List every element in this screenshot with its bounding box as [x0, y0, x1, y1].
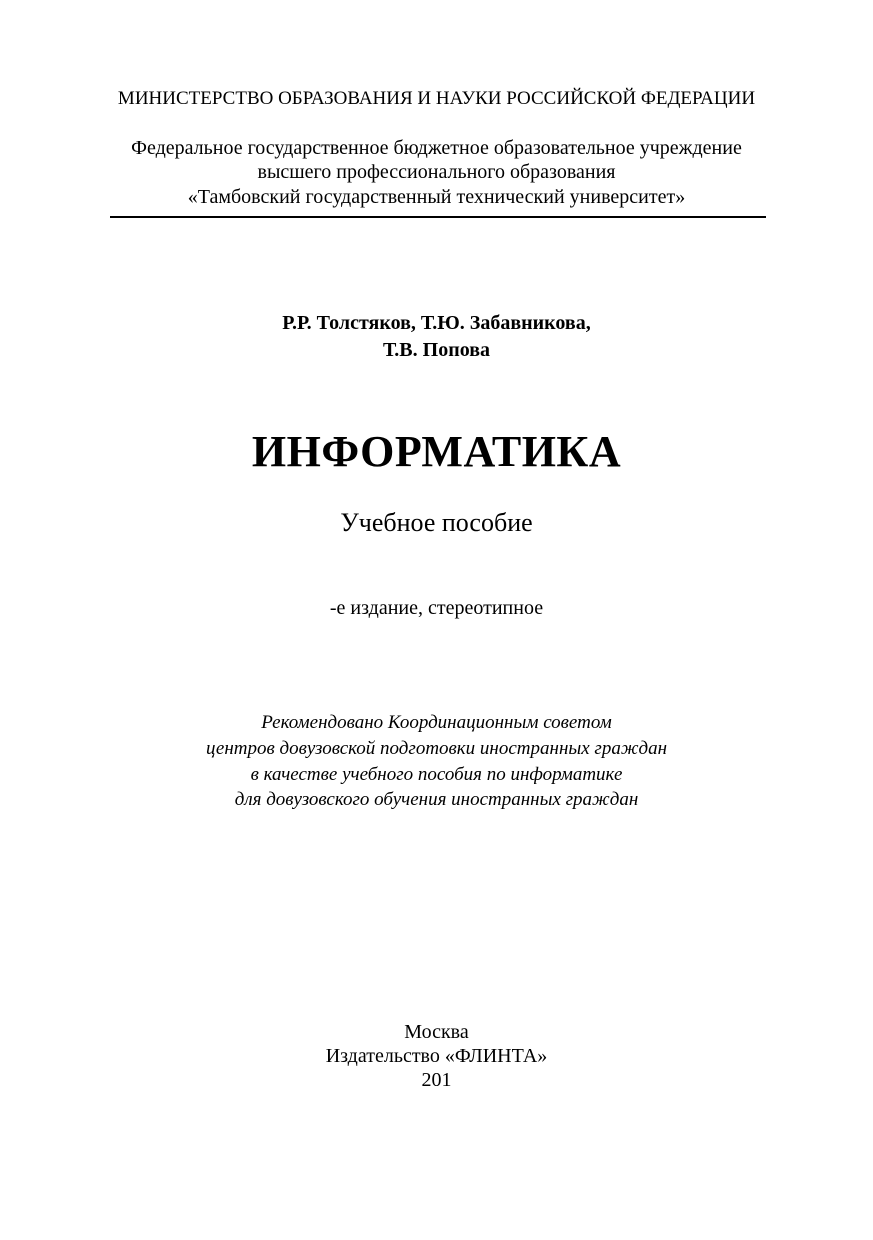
institution-line: «Тамбовский государственный технический университет»: [187, 186, 686, 208]
authors-line: Т.В. Попова: [382, 339, 491, 361]
ministry-heading: МИНИСТЕРСТВО ОБРАЗОВАНИЯ И НАУКИ РОССИЙСКОЙ ФЕДЕРАЦИИ: [117, 88, 756, 109]
recommendation-line: центров довузовской подготовки иностранных граждан: [205, 738, 668, 759]
authors-line: Р.Р. Толстяков, Т.Ю. Забавникова,: [282, 312, 591, 334]
imprint-year: 201: [421, 1069, 452, 1091]
imprint-publisher: Издательство «ФЛИНТА»: [325, 1045, 548, 1067]
institution-line: Федеральное государственное бюджетное образовательное учреждение: [131, 137, 742, 159]
recommendation-line: Рекомендовано Координационным советом: [261, 712, 612, 733]
institution-line: высшего профессионального образования: [257, 161, 616, 183]
imprint-city: Москва: [404, 1021, 469, 1043]
header-divider: [110, 216, 766, 218]
book-subtitle: Учебное пособие: [340, 508, 533, 537]
recommendation-line: для довузовского обучения иностранных граждан: [234, 789, 639, 810]
recommendation-line: в качестве учебного пособия по информатике: [250, 764, 623, 785]
book-title: ИНФОРМАТИКА: [251, 427, 622, 476]
edition-note: -е издание, стереотипное: [329, 597, 544, 619]
